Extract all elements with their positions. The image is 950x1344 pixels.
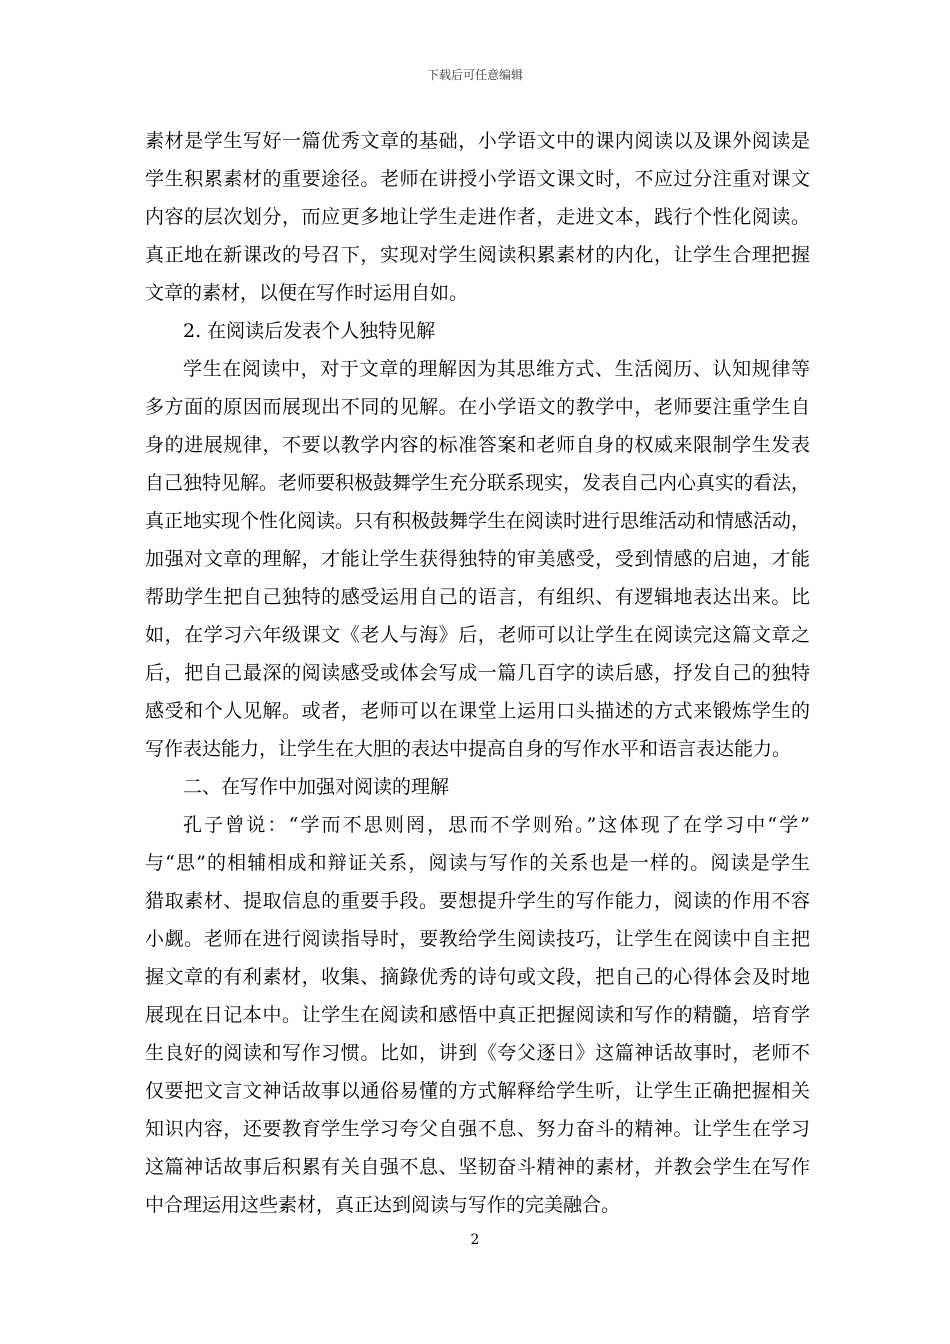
page-number: 2 bbox=[470, 1232, 480, 1248]
paragraph-line: 自己独特见解。老师要积极鼓舞学生充分联系现实，发表自己内心真实的看法， bbox=[145, 472, 810, 494]
paragraph-line: 素材是学生写好一篇优秀文章的基础，小学语文中的课内阅读以及课外阅读是 bbox=[145, 130, 810, 152]
paragraph-line: 内容的层次划分，而应更多地让学生走进作者，走进文本，践行个性化阅读。 bbox=[145, 206, 810, 228]
page-header: 下载后可任意编辑 bbox=[426, 68, 523, 82]
paragraph-line: 帮助学生把自己独特的感受运用自己的语言，有组织、有逻辑地表达出来。比 bbox=[145, 586, 810, 608]
section-heading: 2. 在阅读后发表个人独特见解 bbox=[183, 320, 436, 342]
paragraph-line: 文章的素材，以便在写作时运用自如。 bbox=[145, 282, 469, 304]
paragraph-line: 后，把自己最深的阅读感受或体会写成一篇几百字的读后感，抒发自己的独特 bbox=[145, 662, 810, 684]
paragraph-line: 真正地在新课改的号召下，实现对学生阅读积累素材的内化，让学生合理把握 bbox=[145, 244, 810, 266]
paragraph-line: 仅要把文言文神话故事以通俗易懂的方式解释给学生听，让学生正确把握相关 bbox=[145, 1080, 810, 1102]
document-body bbox=[145, 122, 810, 1224]
paragraph-line: 知识内容，还要教育学生学习夸父自强不息、努力奋斗的精神。让学生在学习 bbox=[145, 1118, 810, 1140]
section-heading: 二、在写作中加强对阅读的理解 bbox=[183, 776, 450, 798]
paragraph-line: 与“思”的相辅相成和辩证关系，阅读与写作的关系也是一样的。阅读是学生 bbox=[145, 852, 810, 874]
paragraph-line: 感受和个人见解。或者，老师可以在课堂上运用口头描述的方式来锻炼学生的 bbox=[145, 700, 810, 722]
paragraph-line: 生良好的阅读和写作习惯。比如，讲到《夸父逐日》这篇神话故事时，老师不 bbox=[145, 1042, 810, 1064]
paragraph-line: 孔子曾说：“学而不思则罔，思而不学则殆。”这体现了在学习中“学” bbox=[183, 814, 810, 836]
paragraph-line: 猎取素材、提取信息的重要手段。要想提升学生的写作能力，阅读的作用不容 bbox=[145, 890, 810, 912]
paragraph-line: 写作表达能力，让学生在大胆的表达中提高自身的写作水平和语言表达能力。 bbox=[145, 738, 792, 760]
paragraph-line: 学生积累素材的重要途径。老师在讲授小学语文课文时，不应过分注重对课文 bbox=[145, 168, 810, 190]
paragraph-line: 加强对文章的理解，才能让学生获得独特的审美感受，受到情感的启迪，才能 bbox=[145, 548, 810, 570]
paragraph-line: 中合理运用这些素材，真正达到阅读与写作的完美融合。 bbox=[145, 1194, 621, 1216]
paragraph-line: 如，在学习六年级课文《老人与海》后，老师可以让学生在阅读完这篇文章之 bbox=[145, 624, 810, 646]
paragraph-line: 这篇神话故事后积累有关自强不息、坚韧奋斗精神的素材，并教会学生在写作 bbox=[145, 1156, 810, 1178]
paragraph-line: 展现在日记本中。让学生在阅读和感悟中真正把握阅读和写作的精髓，培育学 bbox=[145, 1004, 810, 1026]
paragraph-line: 真正地实现个性化阅读。只有积极鼓舞学生在阅读时进行思维活动和情感活动， bbox=[145, 510, 810, 532]
paragraph-line: 多方面的原因而展现出不同的见解。在小学语文的教学中，老师要注重学生自 bbox=[145, 396, 810, 418]
paragraph-line: 小觑。老师在进行阅读指导时，要教给学生阅读技巧，让学生在阅读中自主把 bbox=[145, 928, 810, 950]
paragraph-line: 学生在阅读中，对于文章的理解因为其思维方式、生活阅历、认知规律等 bbox=[183, 358, 810, 380]
paragraph-line: 握文章的有利素材，收集、摘錄优秀的诗句或文段，把自己的心得体会及时地 bbox=[145, 966, 810, 988]
paragraph-line: 身的进展规律，不要以教学内容的标准答案和老师自身的权威来限制学生发表 bbox=[145, 434, 810, 456]
